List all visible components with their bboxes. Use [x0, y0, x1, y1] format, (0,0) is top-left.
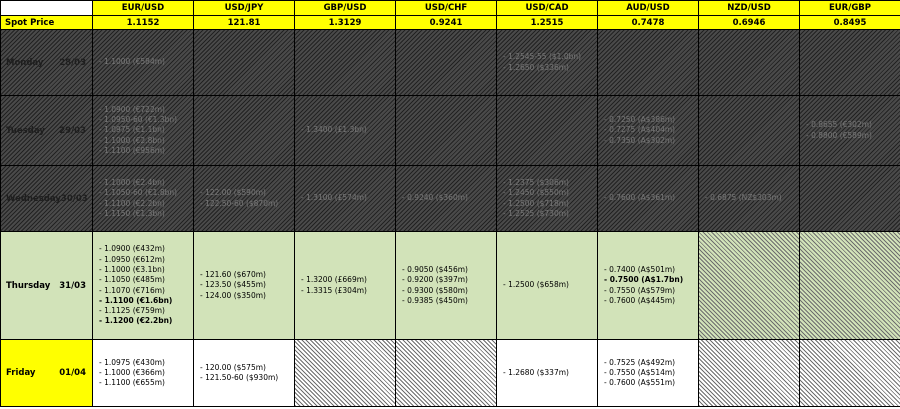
pair-header: USD/JPY: [194, 1, 295, 16]
expiry-item: - 1.0900 (€722m): [99, 104, 165, 114]
expiry-list: [396, 166, 496, 231]
expiry-list: [800, 96, 900, 165]
pair-header: AUD/USD: [598, 1, 699, 16]
expiry-item: - 1.2650 ($336m): [503, 62, 569, 72]
expiry-item: - 1.2525 ($730m): [503, 208, 569, 218]
expiry-cell: [194, 340, 295, 407]
day-date: 28/03: [59, 57, 86, 68]
expiry-cell: [93, 30, 194, 96]
expiry-item: - 0.7600 (A$551m): [604, 378, 676, 388]
expiry-item: - 0.9050 ($456m): [402, 264, 468, 274]
expiry-cell: [396, 166, 497, 232]
expiry-cell: [295, 30, 396, 96]
expiry-list: [598, 340, 698, 406]
expiry-item: - 0.8800 (€589m): [806, 130, 872, 140]
expiry-list: [93, 232, 193, 339]
expiry-list: [295, 96, 395, 165]
expiry-list: [194, 166, 294, 231]
expiry-item: - 0.7550 (A$514m): [604, 367, 676, 377]
expiry-cell: [699, 166, 800, 232]
expiry-list: [194, 340, 294, 406]
expiry-cell: [396, 30, 497, 96]
expiry-cell: [699, 30, 800, 96]
day-label-tuesday: [1, 96, 93, 166]
expiry-cell: [800, 30, 900, 96]
expiry-item: - 1.1000 (€2.4bn): [99, 177, 165, 187]
expiry-item: - 121.50-60 ($930m): [200, 373, 279, 382]
expiry-list: [699, 166, 799, 231]
expiry-cell: [295, 232, 396, 340]
no-expiry-cell: [800, 340, 900, 407]
expiry-item: - 0.7550 (A$579m): [604, 285, 676, 295]
expiry-cell: [194, 30, 295, 96]
expiry-item: - 0.7275 (A$404m): [604, 125, 676, 135]
expiry-item: - 0.9240 ($360m): [402, 193, 468, 203]
expiry-item: - 122.00 ($590m): [200, 188, 266, 198]
day-name: Monday: [6, 57, 44, 68]
expiry-cell: [598, 232, 699, 340]
day-name: Tuesday: [6, 125, 45, 136]
expiry-item: - 1.0900 (€432m): [99, 244, 165, 254]
expiry-cell: [800, 166, 900, 232]
expiry-list: [497, 30, 597, 95]
expiry-item: - 1.1100 (€655m): [99, 378, 165, 388]
expiry-item: - 0.9300 ($580m): [402, 285, 468, 295]
expiry-cell: [93, 166, 194, 232]
spot-price: 1.2515: [497, 16, 598, 30]
expiry-item: - 1.1200 (€2.2bn): [99, 316, 173, 326]
pair-header: USD/CHF: [396, 1, 497, 16]
spot-price: 121.81: [194, 16, 295, 30]
expiry-item: - 1.0975 (€1.1bn): [99, 125, 165, 135]
expiry-item: - 0.9200 ($397m): [402, 275, 468, 285]
expiry-cell: [497, 232, 598, 340]
spot-price: 0.9241: [396, 16, 497, 30]
expiry-item: - 1.3400 (£1.3bn): [301, 125, 367, 135]
expiry-cell: [396, 96, 497, 166]
expiry-cell: [396, 232, 497, 340]
expiry-item: - 0.7350 (A$302m): [604, 135, 676, 145]
expiry-cell: [194, 96, 295, 166]
day-label-friday: [1, 340, 93, 407]
day-label-thursday: [1, 232, 93, 340]
expiry-item: - 1.0975 (€430m): [99, 357, 165, 367]
corner-cell: [1, 1, 93, 16]
spot-price: 1.3129: [295, 16, 396, 30]
no-expiry-cell: [295, 340, 396, 407]
expiry-cell: [497, 166, 598, 232]
no-expiry-cell: [396, 340, 497, 407]
expiry-list: [93, 96, 193, 165]
expiry-cell: [93, 340, 194, 407]
spot-price: 0.7478: [598, 16, 699, 30]
expiry-item: - 121.60 ($670m): [200, 270, 266, 280]
expiry-item: - 1.1150 (€1.3bn): [99, 208, 165, 218]
pair-header: USD/CAD: [497, 1, 598, 16]
expiry-item: - 0.7525 (A$492m): [604, 357, 676, 367]
expiry-item: - 1.2500 ($718m): [503, 198, 569, 208]
expiry-item: - 1.2375 ($306m): [503, 177, 569, 187]
expiry-cell: [295, 166, 396, 232]
day-date: 29/03: [59, 125, 86, 136]
expiry-list: [497, 166, 597, 231]
expiry-cell: [800, 96, 900, 166]
expiry-cell: [598, 340, 699, 407]
expiry-cell: [93, 96, 194, 166]
expiry-item: - 124.00 ($350m): [200, 290, 266, 300]
expiry-cell: [194, 232, 295, 340]
expiry-item: - 1.1000 (€584m): [99, 57, 165, 67]
no-expiry-cell: [699, 340, 800, 407]
expiry-item: - 1.1000 (€2.8bn): [99, 135, 165, 145]
expiry-cell: [497, 96, 598, 166]
expiry-item: - 0.7400 (A$501m): [604, 264, 676, 274]
expiry-item: - 1.1100 (€956m): [99, 145, 165, 155]
expiry-item: - 1.1070 (€716m): [99, 285, 165, 295]
expiry-item: - 0.8655 (€302m): [806, 120, 872, 130]
day-date: 31/03: [59, 280, 86, 291]
expiry-item: - 1.0950-60 (€1.3bn): [99, 115, 178, 125]
expiry-item: - 0.6875 (NZ$303m): [705, 193, 782, 203]
expiry-list: [93, 340, 193, 406]
expiry-item: - 1.1000 (€3.1bn): [99, 264, 165, 274]
expiry-item: - 0.7600 (A$361m): [604, 193, 676, 203]
spot-price: 0.6946: [699, 16, 800, 30]
expiry-item: - 0.7250 (A$386m): [604, 115, 676, 125]
expiry-list: [194, 232, 294, 339]
expiry-item: - 122.50-60 ($870m): [200, 198, 279, 208]
expiry-item: - 1.1050 (€485m): [99, 275, 165, 285]
day-name: Wednesday: [6, 193, 61, 204]
expiry-item: - 0.7500 (A$1.7bn): [604, 275, 684, 285]
expiry-cell: [194, 166, 295, 232]
expiry-list: [598, 232, 698, 339]
day-label-monday: [1, 30, 93, 96]
expiry-item: - 1.2680 ($337m): [503, 367, 569, 377]
expiry-item: - 0.7600 (A$445m): [604, 295, 676, 305]
expiry-cell: [93, 232, 194, 340]
expiry-cell: [598, 96, 699, 166]
expiry-list: [497, 232, 597, 339]
pair-header: EUR/GBP: [800, 1, 900, 16]
pair-header: NZD/USD: [699, 1, 800, 16]
day-name: Friday: [6, 368, 36, 378]
expiry-item: - 120.00 ($575m): [200, 362, 266, 372]
expiry-item: - 1.0950 (€612m): [99, 254, 165, 264]
expiry-item: - 1.1000 (€366m): [99, 367, 165, 377]
expiry-item: - 0.9385 ($450m): [402, 295, 468, 305]
expiry-list: [396, 232, 496, 339]
expiry-list: [93, 166, 193, 231]
no-expiry-cell: [699, 232, 800, 340]
expiry-item: - 1.2450 ($550m): [503, 188, 569, 198]
spot-price: 1.1152: [93, 16, 194, 30]
no-expiry-cell: [800, 232, 900, 340]
day-label-wednesday: [1, 166, 93, 232]
expiry-item: - 1.3200 (£669m): [301, 275, 367, 285]
spot-price-label: Spot Price: [1, 16, 93, 30]
expiry-item: - 1.3315 (£304m): [301, 285, 367, 295]
expiry-item: - 1.1100 (€2.2bn): [99, 198, 165, 208]
pair-header: GBP/USD: [295, 1, 396, 16]
expiry-list: [598, 166, 698, 231]
expiry-item: - 1.2545-55 ($1.0bn): [503, 52, 582, 62]
expiry-list: [295, 232, 395, 339]
expiry-cell: [699, 96, 800, 166]
pair-header: EUR/USD: [93, 1, 194, 16]
spot-price: 0.8495: [800, 16, 900, 30]
expiry-item: - 1.1125 (€759m): [99, 306, 165, 316]
expiry-list: [598, 96, 698, 165]
expiry-list: [295, 166, 395, 231]
expiry-item: - 123.50 ($455m): [200, 280, 266, 290]
expiry-cell: [497, 340, 598, 407]
expiry-list: [497, 340, 597, 406]
expiry-item: - 1.1100 (€1.6bn): [99, 295, 173, 305]
expiry-item: - 1.1050-60 (€1.8bn): [99, 188, 178, 198]
expiry-cell: [598, 30, 699, 96]
day-name: Thursday: [6, 280, 51, 291]
expiry-item: - 1.3100 (£574m): [301, 193, 367, 203]
day-date: 01/04: [59, 368, 86, 378]
expiry-item: - 1.2500 ($658m): [503, 280, 569, 290]
expiry-cell: [295, 96, 396, 166]
day-date: 30/03: [60, 193, 88, 204]
expiry-cell: [598, 166, 699, 232]
expiry-cell: [497, 30, 598, 96]
expiry-list: [93, 30, 193, 95]
